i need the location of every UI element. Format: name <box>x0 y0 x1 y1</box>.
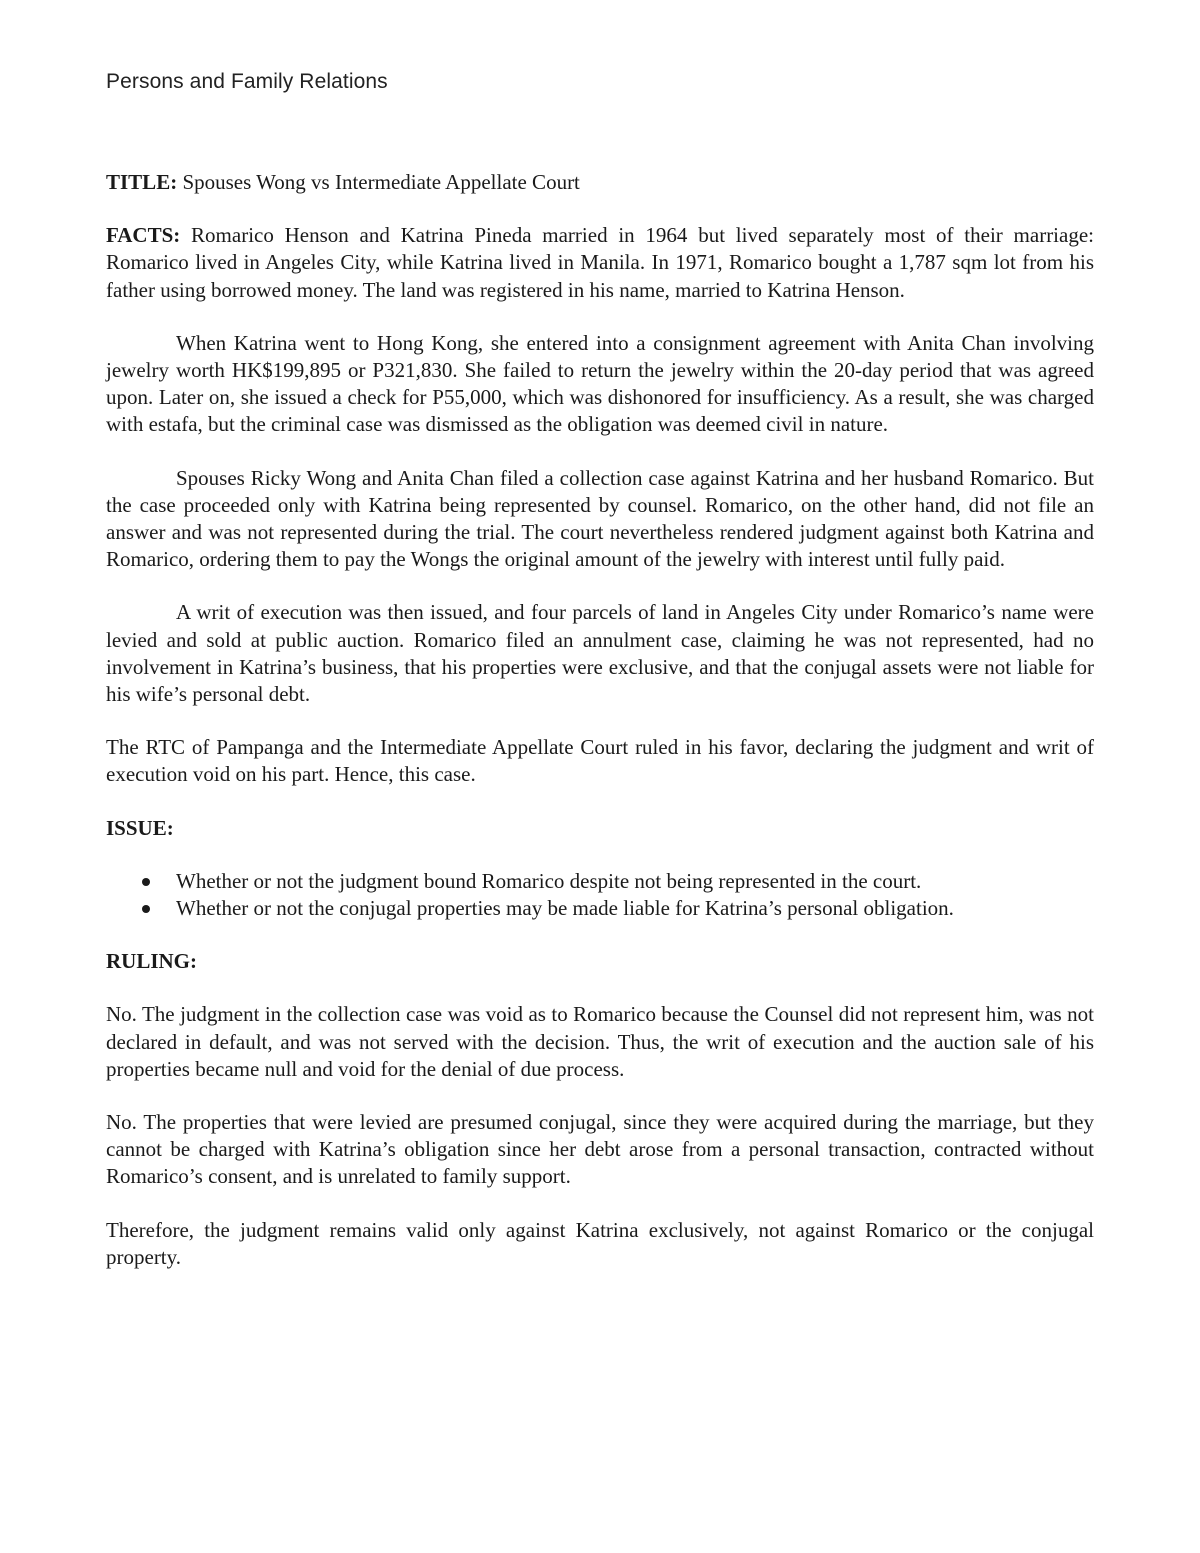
bullet-icon <box>142 878 150 886</box>
issue-heading: ISSUE: <box>106 815 174 840</box>
facts-paragraph-1 <box>106 222 1094 304</box>
page-header: Persons and Family Relations <box>106 70 388 93</box>
issue-item <box>106 868 1094 895</box>
issue-list <box>106 868 1094 922</box>
facts-paragraph-2: When Katrina went to Hong Kong, she entered into a consignment agreement with Anita Chan involving jewelry worth HK$199,895 or P321,830. She failed to return the jewelry within the 20-day period that was agreed upon. Later on, she issued a check for P55,000, which was dishonored for insufficiency. As a result, she was charged with estafa, but the criminal case was dismissed as the obligation was deemed civil in nature. <box>106 330 1094 437</box>
document-body <box>106 169 1094 1297</box>
title-text: Spouses Wong vs Intermediate Appellate Court <box>177 170 580 194</box>
title-label: TITLE: <box>106 170 178 194</box>
ruling-paragraph-1: No. The judgment in the collection case was void as to Romarico because the Counsel did not represent him, was not declared in default, and was not served with the decision. Thus, the writ of execution and the auction sale of his properties became null and void for the denial of due process. <box>106 1002 1094 1081</box>
ruling-heading: RULING: <box>106 949 198 974</box>
ruling-paragraph-3: Therefore, the judgment remains valid only against Katrina exclusively, not against Romarico or the conjugal property. <box>106 1217 1094 1269</box>
bullet-icon <box>142 905 150 913</box>
facts-paragraph-3: Spouses Ricky Wong and Anita Chan filed a collection case against Katrina and her husband Romarico. But the case proceeded only with Katrina being represented by counsel. Romarico, on the other hand, did not file an answer and was not represented during the trial. The court nevertheless rendered judgment against both Katrina and Romarico, ordering them to pay the Wongs the original amount of the jewelry with interest until fully paid. <box>106 465 1094 572</box>
title-line <box>106 169 1094 196</box>
facts-paragraph-4: A writ of execution was then issued, and four parcels of land in Angeles City under Romarico’s name were levied and sold at public auction. Romarico filed an annulment case, claiming he was not represented, had no involvement in Katrina’s business, that his properties were exclusive, and that the conjugal assets were not liable for his wife’s personal debt. <box>106 600 1094 707</box>
issue-item-text: Whether or not the judgment bound Romarico despite not being represented in the court. <box>176 868 922 893</box>
issue-item <box>106 895 1094 922</box>
facts-text-1: Romarico Henson and Katrina Pineda married in 1964 but lived separately most of their marriage: Romarico lived in Angeles City, while Katrina lived in Manila. In 1971, Romarico bought a 1,787 sqm lot from his father using borrowed money. The land was registered in his name, married to Katrina Henson. <box>106 223 1094 302</box>
issue-item-text: Whether or not the conjugal properties may be made liable for Katrina’s personal obligation. <box>176 896 954 921</box>
ruling-paragraph-2: No. The properties that were levied are presumed conjugal, since they were acquired during the marriage, but they cannot be charged with Katrina’s obligation since her debt arose from a personal transaction, contracted without Romarico’s consent, and is unrelated to family support. <box>106 1110 1094 1189</box>
facts-paragraph-5: The RTC of Pampanga and the Intermediate Appellate Court ruled in his favor, declaring the judgment and writ of execution void on his part. Hence, this case. <box>106 735 1094 787</box>
facts-label: FACTS: <box>106 223 181 248</box>
